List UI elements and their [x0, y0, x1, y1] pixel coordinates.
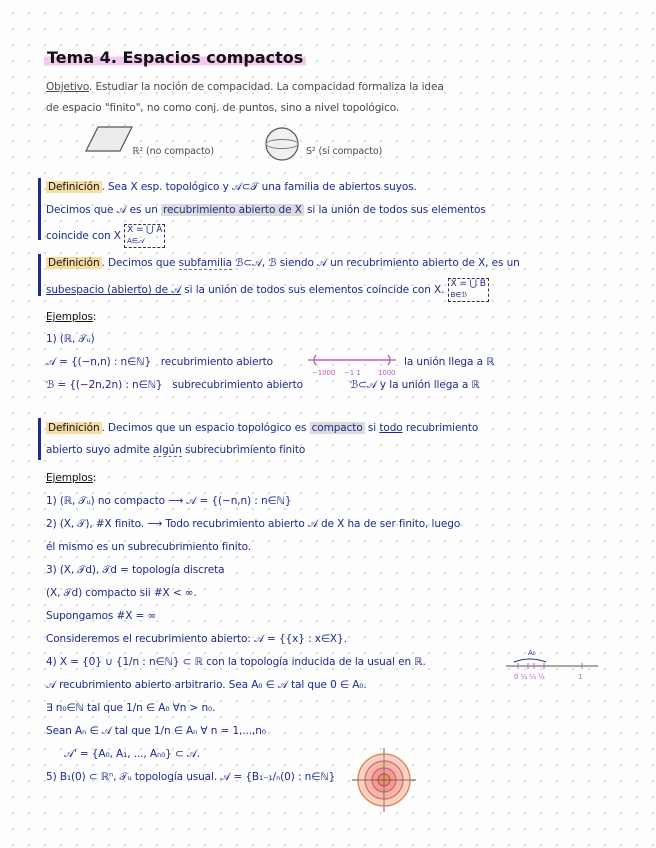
- ejemplos1-label: Ejemplos:: [46, 311, 97, 323]
- def2-formula-box: [448, 278, 489, 302]
- example4-fig-ticks: 0 ¼ ⅓ ½: [514, 673, 545, 681]
- ejemplo-4a: 4) X = {0} ∪ {1/n : n∈ℕ} ⊂ ℝ con la topología inducida de la usual en ℝ.: [46, 656, 426, 668]
- ejemplos1-label-text: Ejemplos: [46, 311, 93, 323]
- def3-text-2a: abierto suyo admite: [46, 444, 150, 456]
- def3-line-1: [46, 421, 478, 435]
- def3-text-1b: si: [367, 422, 377, 434]
- objetivo-line-1: [46, 80, 444, 94]
- def3-compacto: compacto: [311, 422, 363, 434]
- sphere-figure: [262, 126, 304, 162]
- def1-formula: X = ⋃ A: [127, 225, 163, 235]
- def2-formula-sub: B∈ℬ: [450, 291, 467, 299]
- objetivo-label: Objetivo: [46, 81, 89, 93]
- def2-label: Definición: [48, 257, 100, 269]
- nl-mid-label: −1 1: [344, 369, 361, 377]
- def2-subfamilia: subfamilia: [178, 257, 232, 269]
- definition-bar-3: [38, 418, 41, 460]
- def2-text-1a: . Decimos que: [101, 257, 176, 269]
- def1-formula-sub: A∈𝒜: [127, 237, 145, 245]
- def2-line-2: [46, 278, 489, 302]
- example4-fig-a0: A₀: [528, 649, 536, 657]
- def1-line-3: [46, 224, 165, 248]
- ejemplo-3b: (X, 𝒯d) compacto sii #X < ∞.: [46, 587, 197, 599]
- ejemplos1-b3: ℬ⊂𝒜 y la unión llega a ℝ: [350, 379, 480, 391]
- def2-text-2b: si la unión de todos sus elementos coincide con X.: [184, 284, 445, 296]
- ejemplo-1: 1) (ℝ, 𝒯ᵤ) no compacto ⟶ 𝒜 = {(−n,n) : n∈ℕ}: [46, 495, 292, 507]
- def1-text-2a: Decimos que 𝒜 es un: [46, 204, 158, 216]
- def2-text-1b: ℬ⊂𝒜, ℬ siendo 𝒜 un recubrimiento abierto de X, es un: [235, 257, 520, 269]
- ejemplo-3c: Supongamos #X = ∞: [46, 610, 157, 622]
- ejemplos1-line-a: [46, 355, 273, 369]
- def2-line-1: [46, 256, 520, 270]
- ejemplos1-a3: la unión llega a ℝ: [404, 356, 495, 368]
- ejemplos1-b2: subrecubrimiento abierto: [172, 379, 303, 391]
- ejemplos1-a2: recubrimiento abierto: [160, 356, 273, 368]
- def3-label: Definición: [48, 422, 100, 434]
- page-title: Tema 4. Espacios compactos: [44, 48, 306, 67]
- def2-formula: X = ⋃ B: [450, 279, 486, 289]
- ejemplo-3d: Consideremos el recubrimiento abierto: 𝒜 = {{x} : x∈X}.: [46, 633, 347, 645]
- ejemplos1-b1: ℬ = {(−2n,2n) : n∈ℕ}: [46, 379, 163, 391]
- sphere-caption: S² (sí compacto): [306, 146, 383, 157]
- def3-line-2: [46, 443, 305, 457]
- ejemplo-5: 5) B₁(0) ⊂ ℝⁿ, 𝒯ᵤ topología usual. 𝒜 = {B₁₋₁/ₙ(0) : n∈ℕ}: [46, 771, 336, 783]
- def3-todo: todo: [379, 422, 403, 434]
- def2-subespacio: subespacio (abierto) de 𝒜: [46, 284, 182, 296]
- ejemplo-4d: Sean Aₙ ∈ 𝒜 tal que 1/n ∈ Aₙ ∀ n = 1,...,n₀: [46, 725, 266, 737]
- def3-text-2b: subrecubrimiento finito: [185, 444, 306, 456]
- example4-fig-one: 1: [578, 673, 583, 681]
- def3-text-1a: . Decimos que un espacio topológico es: [101, 422, 307, 434]
- def1-label: Definición: [48, 181, 100, 193]
- nl-right-label: 1000: [378, 369, 396, 377]
- ejemplo-4c: ∃ n₀∈ℕ tal que 1/n ∈ A₀ ∀n > n₀.: [46, 702, 216, 714]
- ejemplos2-label-text: Ejemplos: [46, 472, 93, 484]
- ejemplo-4b: 𝒜 recubrimiento abierto arbitrario. Sea A₀ ∈ 𝒜 tal que 0 ∈ A₀.: [46, 679, 367, 691]
- ejemplos2-label: Ejemplos:: [46, 472, 97, 484]
- ejemplo-3a: 3) (X, 𝒯d), 𝒯d = topología discreta: [46, 564, 225, 576]
- def1-line-2: [46, 203, 486, 217]
- def1-text-3a: coincide con X: [46, 230, 121, 242]
- def1-text-2b: si la unión de todos sus elementos: [307, 204, 486, 216]
- ejemplo-2a: 2) (X, 𝒯), #X finito. ⟶ Todo recubrimiento abierto 𝒜 de X ha de ser finito, luego: [46, 518, 461, 530]
- nl-left-label: −1000: [312, 369, 336, 377]
- ejemplos1-a1: 𝒜 = {(−n,n) : n∈ℕ}: [46, 356, 152, 368]
- ejemplo-4e: 𝒜' = {A₀, A₁, ..., Aₙ₀} ⊂ 𝒜.: [64, 748, 200, 760]
- objetivo-line-2: de espacio "finito", no como conj. de puntos, sino a nivel topológico.: [46, 102, 400, 114]
- definition-bar-1: [38, 178, 41, 240]
- def1-line-1: [46, 180, 417, 194]
- plane-caption: ℝ² (no compacto): [132, 146, 214, 157]
- concentric-balls-figure: [352, 748, 416, 812]
- ejemplos1-item-1: 1) (ℝ, 𝒯ᵤ): [46, 333, 95, 345]
- def3-algun: algún: [152, 444, 182, 456]
- def3-text-1c: recubrimiento: [405, 422, 479, 434]
- ejemplos1-line-b: [46, 378, 303, 392]
- ejemplo-2b: él mismo es un subrecubrimiento finito.: [46, 541, 252, 553]
- objetivo-text-1: . Estudiar la noción de compacidad. La compacidad formaliza la idea: [89, 81, 444, 93]
- definition-bar-2: [38, 254, 41, 296]
- plane-figure: [84, 124, 134, 154]
- def1-text-1: . Sea X esp. topológico y 𝒜⊂𝒯 una familia de abiertos suyos.: [101, 181, 417, 193]
- def1-formula-box: [124, 224, 165, 248]
- def1-highlight-recubrimiento: recubrimiento abierto de X: [163, 204, 302, 216]
